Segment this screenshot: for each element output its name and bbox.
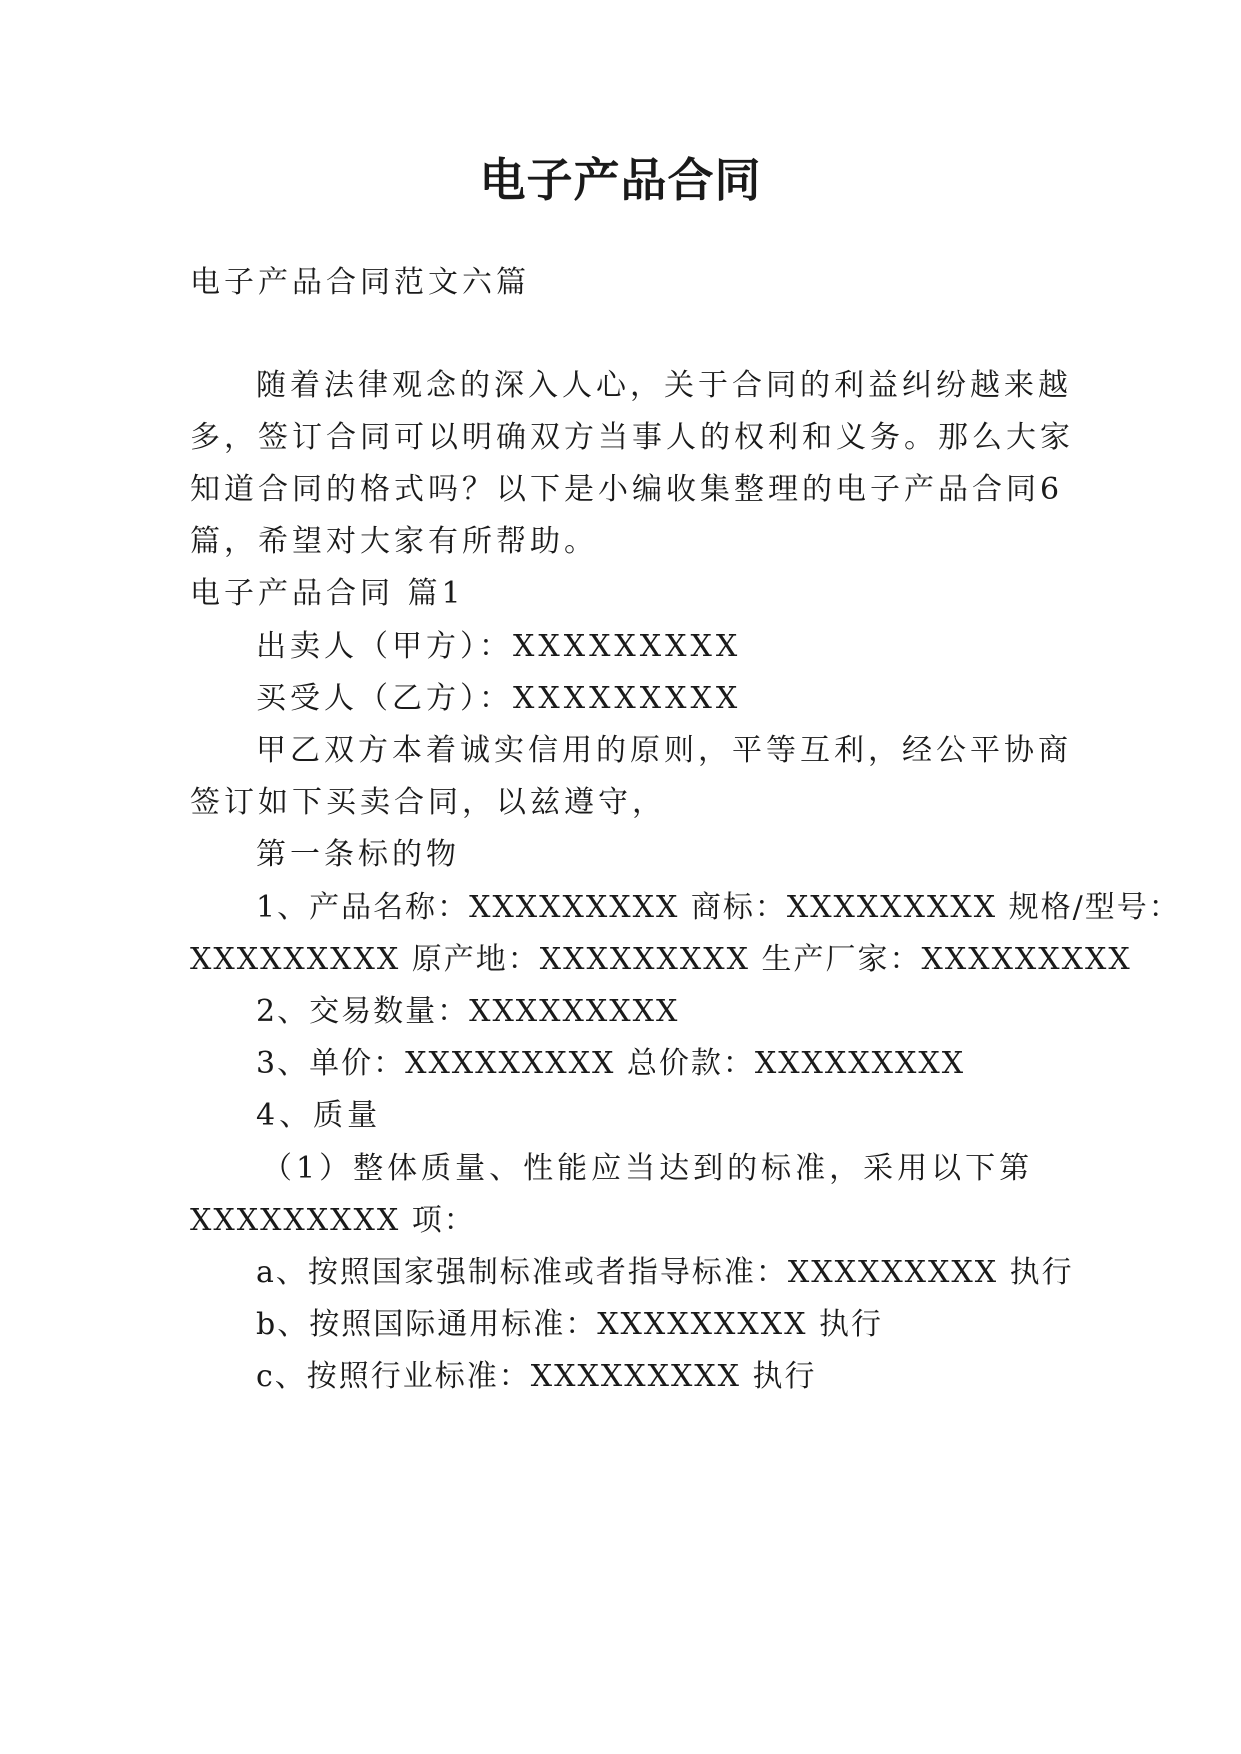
item-1-line-1: 1、产品名称：XXXXXXXXX 商标：XXXXXXXXX 规格/型号： <box>256 890 1181 925</box>
section-heading: 电子产品合同 篇1 <box>190 576 465 611</box>
document-subtitle: 电子产品合同范文六篇 <box>190 265 530 300</box>
preamble-line-1: 甲乙双方本着诚实信用的原则，平等互利，经公平协商 <box>256 733 1072 768</box>
intro-line-3: 知道合同的格式吗？以下是小编收集整理的电子产品合同6 <box>190 472 1064 507</box>
item-2-line: 2、交易数量：XXXXXXXXX <box>256 994 680 1029</box>
item-1-line-2: XXXXXXXXX 原产地：XXXXXXXXX 生产厂家：XXXXXXXXX <box>190 942 1132 977</box>
standard-b-line: b、按照国际通用标准：XXXXXXXXX 执行 <box>256 1307 883 1342</box>
document-title: 电子产品合同 <box>479 153 762 207</box>
article-1-title: 第一条标的物 <box>256 837 460 872</box>
standard-c-line: c、按照行业标准：XXXXXXXXX 执行 <box>256 1359 817 1394</box>
quality-1-line-1: （1）整体质量、性能应当达到的标准，采用以下第 <box>262 1151 1034 1186</box>
intro-line-1: 随着法律观念的深入人心，关于合同的利益纠纷越来越 <box>256 368 1072 403</box>
preamble-line-2: 签订如下买卖合同，以兹遵守， <box>190 785 666 820</box>
intro-line-4: 篇，希望对大家有所帮助。 <box>190 524 598 559</box>
item-3-line: 3、单价：XXXXXXXXX 总价款：XXXXXXXXX <box>256 1046 966 1081</box>
item-4-line: 4、质量 <box>256 1098 382 1133</box>
standard-a-line: a、按照国家强制标准或者指导标准：XXXXXXXXX 执行 <box>256 1255 1074 1290</box>
intro-line-2: 多，签订合同可以明确双方当事人的权利和义务。那么大家 <box>190 420 1074 455</box>
buyer-line: 买受人（乙方）：XXXXXXXXX <box>256 681 742 716</box>
quality-1-line-2: XXXXXXXXX 项： <box>190 1203 476 1238</box>
seller-line: 出卖人（甲方）：XXXXXXXXX <box>256 629 742 664</box>
